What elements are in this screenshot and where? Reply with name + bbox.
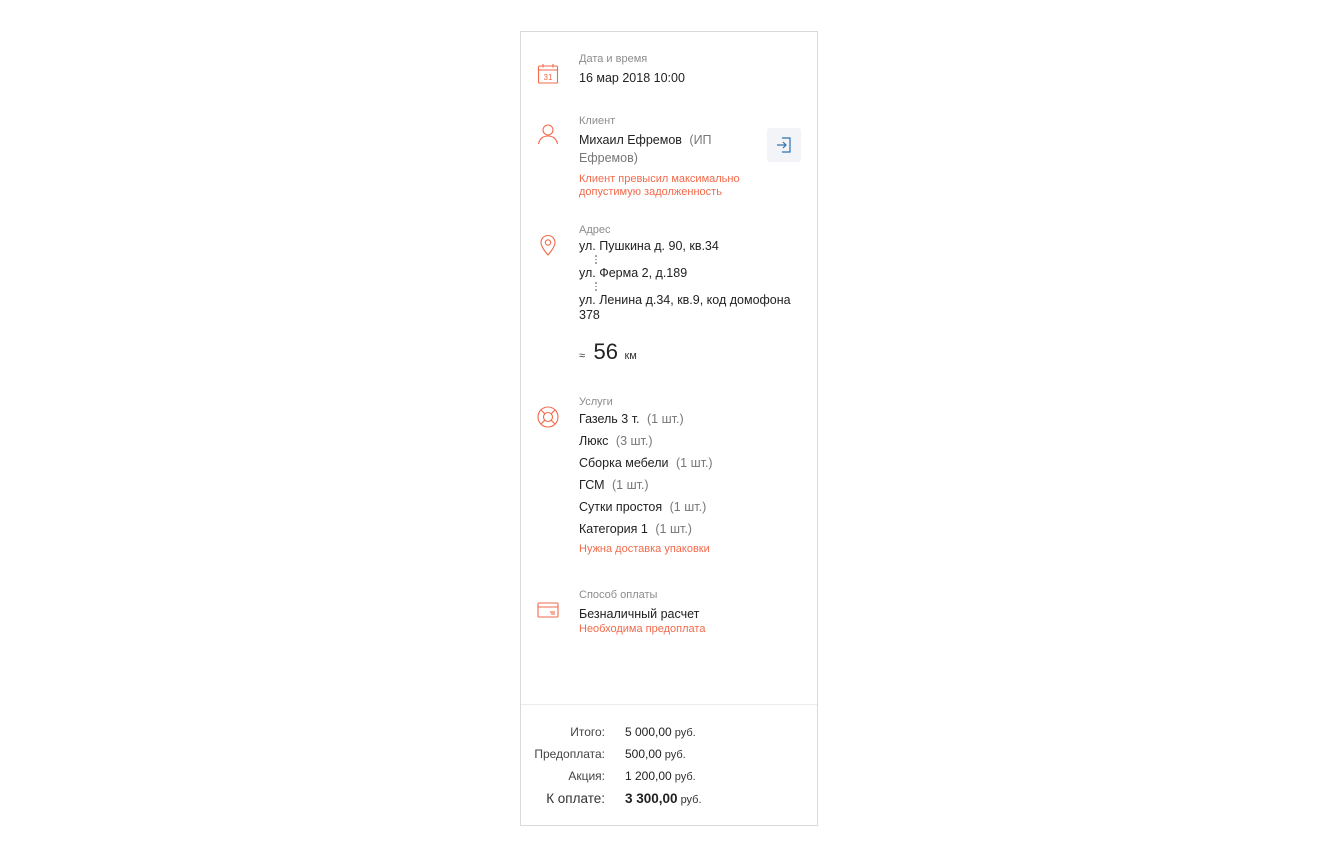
services-note: Нужна доставка упаковки — [579, 543, 710, 555]
totals-divider — [521, 704, 817, 705]
distance-unit: км — [624, 350, 637, 362]
total-row — [521, 725, 817, 745]
credit-card-icon — [536, 598, 560, 622]
promo-row — [521, 769, 817, 789]
service-item: Люкс (3 шт.) — [579, 434, 653, 448]
route-distance — [579, 339, 637, 365]
map-pin-icon — [536, 233, 560, 257]
distance-approx-sign: ≈ — [579, 350, 586, 362]
distance-value: 56 — [593, 339, 618, 364]
address-label: Адрес — [579, 224, 611, 236]
amount-due-row — [521, 791, 817, 811]
client-debt-warning-cont: допустимую задолженность — [579, 186, 722, 198]
address-point-2: ул. Ферма 2, д.189 — [579, 266, 688, 280]
client-name: Михаил Ефремов — [579, 133, 682, 147]
calendar-icon — [536, 62, 560, 86]
route-connector — [595, 281, 597, 292]
service-item: Сборка мебели (1 шт.) — [579, 456, 713, 470]
route-connector — [595, 254, 597, 265]
promo-value: 1 200,00 — [625, 769, 672, 783]
payment-note: Необходима предоплата — [579, 623, 706, 635]
client-company-cont: Ефремов) — [579, 151, 638, 165]
order-details-card — [520, 31, 818, 826]
service-item: Газель 3 т. (1 шт.) — [579, 412, 684, 426]
open-client-button[interactable] — [767, 128, 801, 162]
service-item: Категория 1 (1 шт.) — [579, 522, 692, 536]
total-value: 5 000,00 — [625, 725, 672, 739]
prepay-currency: руб. — [664, 749, 686, 761]
amount-due-value: 3 300,00 — [625, 791, 678, 806]
payment-label: Способ оплаты — [579, 589, 658, 601]
total-currency: руб. — [674, 727, 696, 739]
amount-due-currency: руб. — [680, 794, 702, 806]
lifebuoy-icon — [536, 405, 560, 429]
svg-text:31: 31 — [543, 73, 553, 82]
address-point-3: ул. Ленина д.34, кв.9, код домофона — [579, 293, 791, 307]
address-point-1: ул. Пушкина д. 90, кв.34 — [579, 239, 719, 253]
prepay-label: Предоплата: — [534, 747, 605, 761]
promo-currency: руб. — [674, 771, 696, 783]
client-debt-warning: Клиент превысил максимально — [579, 173, 740, 185]
datetime-label: Дата и время — [579, 53, 648, 65]
address-point-3-cont: 378 — [579, 308, 600, 322]
client-label: Клиент — [579, 115, 616, 127]
prepay-value: 500,00 — [625, 747, 662, 761]
prepay-row — [521, 747, 817, 767]
amount-due-label: К оплате: — [546, 791, 605, 806]
user-icon — [536, 122, 560, 146]
services-label: Услуги — [579, 396, 613, 408]
total-label: Итого: — [570, 725, 605, 739]
service-item: Сутки простоя (1 шт.) — [579, 500, 707, 514]
datetime-value: 16 мар 2018 10:00 — [579, 71, 685, 85]
promo-label: Акция: — [568, 769, 605, 783]
service-item: ГСМ (1 шт.) — [579, 478, 649, 492]
client-company: (ИП — [689, 133, 712, 147]
payment-method: Безналичный расчет — [579, 607, 700, 621]
login-icon — [774, 135, 794, 155]
